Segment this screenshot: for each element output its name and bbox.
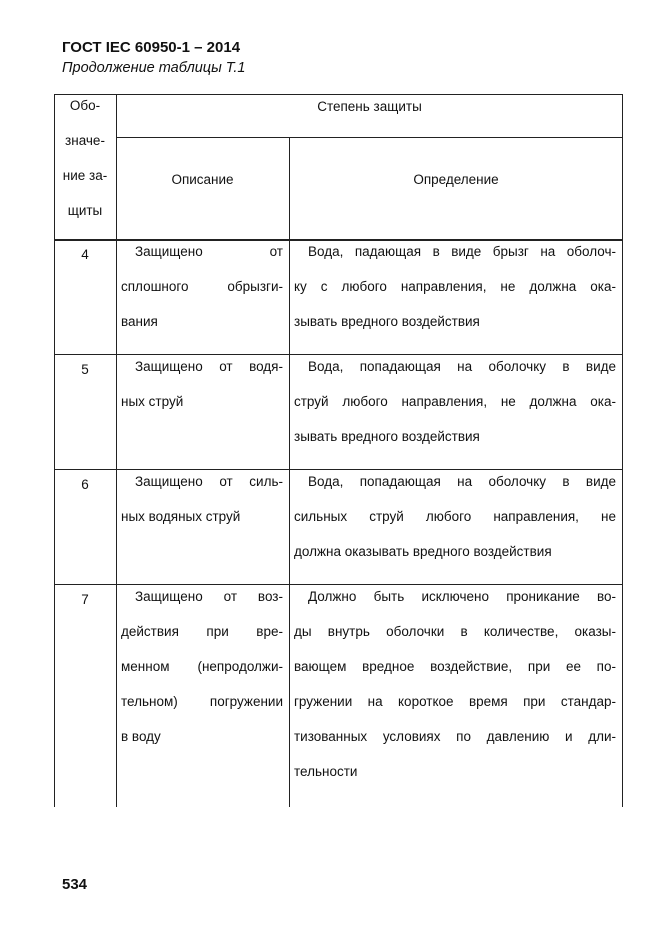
definition-line: струй любого направления, не должна ока- — [294, 394, 616, 409]
definition-line: Вода, попадающая на оболочку в виде — [308, 474, 616, 489]
row-code: 5 — [81, 362, 89, 377]
row-definition — [294, 234, 616, 339]
table-border-right — [622, 94, 623, 807]
column-divider-1 — [116, 94, 117, 807]
description-line: Защищено от силь- — [135, 474, 283, 489]
row-description — [121, 579, 283, 754]
protection-degree-table — [54, 94, 623, 807]
row-code: 4 — [81, 247, 89, 262]
header-designation-line: Обо- — [69, 98, 101, 113]
definition-line: ку с любого направления, не должна ока- — [294, 279, 616, 294]
row-description — [121, 234, 283, 339]
definition-line: тизованных условиях по давлению и дли- — [294, 729, 616, 744]
definition-line: должна оказывать вредного воздействия — [294, 544, 552, 559]
row-definition — [294, 579, 616, 789]
description-line: Защищено от воз- — [135, 589, 283, 604]
header-description: Описание — [171, 172, 234, 187]
row-description — [121, 349, 283, 419]
row-definition — [294, 464, 616, 569]
definition-line: вающем вредное воздействие, при ее по- — [294, 659, 616, 674]
group-header-divider — [116, 137, 623, 138]
definition-line: Вода, попадающая на оболочку в виде — [308, 359, 616, 374]
description-line: в воду — [121, 729, 161, 744]
row-code: 6 — [81, 477, 89, 492]
row-definition — [294, 349, 616, 454]
header-designation-line: значе- — [65, 133, 105, 148]
header-designation-line: ние за- — [62, 168, 108, 183]
definition-line: зывать вредного воздействия — [294, 429, 480, 444]
header-designation-line: щиты — [67, 203, 103, 218]
description-line: Защищено от — [135, 244, 283, 259]
column-divider-2 — [289, 137, 290, 807]
header-definition: Определение — [413, 172, 499, 187]
row-description — [121, 464, 283, 534]
definition-line: ды внутрь оболочки в количестве, оказы- — [294, 624, 616, 639]
description-line: Защищено от водя- — [135, 359, 283, 374]
description-line: сплошного обрызги- — [121, 279, 283, 294]
description-line: ных водяных струй — [121, 509, 241, 524]
document-header — [62, 38, 245, 78]
definition-line: зывать вредного воздействия — [294, 314, 480, 329]
description-line: тельном) погружении — [121, 694, 283, 709]
row-code: 7 — [81, 592, 89, 607]
standard-title: ГОСТ IEC 60950-1 – 2014 — [62, 39, 241, 56]
description-line: действия при вре- — [121, 624, 283, 639]
definition-line: Должно быть исключено проникание во- — [308, 589, 616, 604]
header-protection-degree: Степень защиты — [317, 99, 422, 114]
table-continuation-caption: Продолжение таблицы Т.1 — [62, 60, 246, 76]
header-designation — [54, 88, 116, 228]
description-line: вания — [121, 314, 158, 329]
description-line: ных струй — [121, 394, 184, 409]
definition-line: Вода, падающая в виде брызг на оболоч- — [308, 244, 616, 259]
page-number: 534 — [62, 876, 88, 893]
definition-line: сильных струй любого направления, не — [294, 509, 616, 524]
definition-line: гружении на короткое время при стандар- — [294, 694, 616, 709]
description-line: менном (непродолжи- — [121, 659, 283, 674]
definition-line: тельности — [294, 764, 358, 779]
